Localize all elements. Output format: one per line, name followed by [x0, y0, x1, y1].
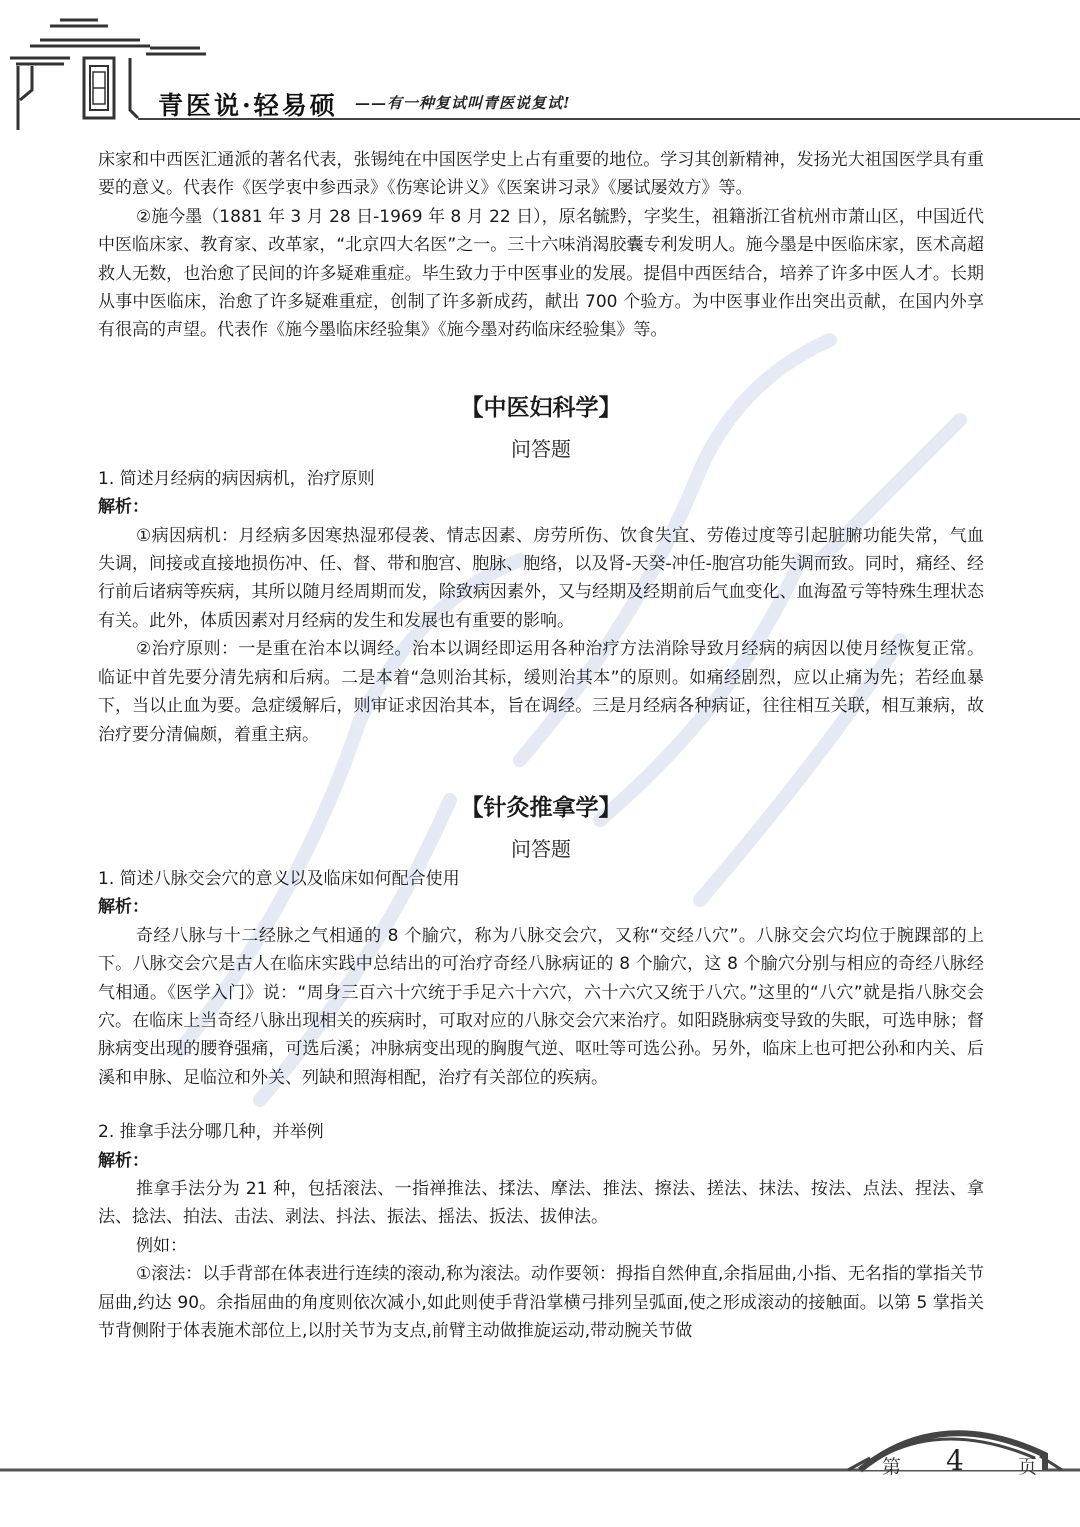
analysis-label: 解析： [98, 897, 149, 918]
page-header [0, 0, 1080, 140]
question-text: 1. 简述月经病的病因病机，治疗原则 [98, 468, 375, 489]
bridge-decoration-icon [0, 1400, 1080, 1527]
header-title: 青医说·轻易硕 [158, 91, 338, 120]
answer-paragraph: ①滚法：以手背部在体表进行连续的滚动,称为滚法。动作要领：拇指自然伸直,余指屈曲,小指、无名指的掌指关节屈曲,约达 90。余指屈曲的角度则依次减小,如此则使手背沿掌横弓排列呈弧面,使之形成滚动的接触面。以第 5 掌指关节背侧附于体表施术部位上,以肘关节为支点,前臂主动做推旋运动,带动腕关节做 [98, 1264, 984, 1341]
section-title-gynecology: 【中医妇科学】 [460, 394, 622, 421]
answer-paragraph: 推拿手法分为 21 种，包括滚法、一指禅推法、揉法、摩法、推法、擦法、搓法、抹法、按法、点法、捏法、拿法、捻法、拍法、击法、剥法、抖法、振法、摇法、扳法、拔伸法。 [98, 1178, 984, 1228]
question-type-label: 问答题 [511, 836, 571, 861]
intro-paragraph: 床家和中西医汇通派的著名代表，张锡纯在中国医学史上占有重要的地位。学习其创新精神，发扬光大祖国医学具有重要的意义。代表作《医学衷中参西录》《伤寒论讲义》《医案讲习录》《屡试屡效方》等。 [98, 150, 984, 199]
document-body [98, 146, 984, 1345]
analysis-label: 解析： [98, 497, 149, 518]
question-text: 2. 推拿手法分哪几种，并举例 [98, 1122, 324, 1143]
header-divider [138, 118, 1080, 120]
page-number: 4 [946, 1444, 964, 1477]
answer-paragraph: 奇经八脉与十二经脉之气相通的 8 个腧穴，称为八脉交会穴，又称“交经八穴”。八脉交会穴均位于腕踝部的上下。八脉交会穴是古人在临床实践中总结出的可治疗奇经八脉病证的 8 个腧穴，这 8 个腧穴分别与相应的奇经八脉经气相通。《医学入门》说：“周身三百六十穴统于手足六十六穴，六十六穴又统于八穴。”这里的“八穴”就是指八脉交会穴。在临床上当奇经八脉出现相关的疾病时，可取对应的八脉交会穴来治疗。如阳跷脉病变导致的失眠，可选申脉；督脉病变出现的腰脊强痛，可选后溪；冲脉病变出现的胸腹气逆、呕吐等可选公孙。另外，临床上也可把公孙和内关、后溪和申脉、足临泣和外关、列缺和照海相配，治疗有关部位的疾病。 [98, 925, 984, 1088]
answer-paragraph: ①病因病机：月经病多因寒热湿邪侵袭、情志因素、房劳所伤、饮食失宜、劳倦过度等引起脏腑功能失常，气血失调，间接或直接地损伤冲、任、督、带和胞宫、胞脉、胞络，以及肾-天癸-冲任-胞宫功能失调而致。同时，痛经、经行前后诸病等疾病，其所以随月经周期而发，除致病因素外，又与经期及经期前后气血变化、血海盈亏等特殊生理状态有关。此外，体质因素对月经病的发生和发展也有重要的影响。 [98, 525, 984, 631]
page-number-suffix: 页 [1018, 1456, 1038, 1478]
page-number-prefix: 第 [882, 1456, 902, 1478]
header-slogan: ——有一种复试叫青医说复试! [355, 94, 571, 112]
answer-paragraph: 例如： [136, 1235, 187, 1256]
answer-paragraph: ②治疗原则：一是重在治本以调经。治本以调经即运用各种治疗方法消除导致月经病的病因以使月经恢复正常。临证中首先要分清先病和后病。二是本着“急则治其标，缓则治其本”的原则。如痛经剧烈，应以止痛为先；若经血暴下，当以止血为要。急症缓解后，则审证求因治其本，旨在调经。三是月经病各种病证，往往相互关联，相互兼病，故治疗要分清偏颇，着重主病。 [98, 639, 984, 745]
intro-paragraph: ②施今墨（1881 年 3 月 28 日-1969 年 8 月 22 日），原名毓黔，字奖生，祖籍浙江省杭州市萧山区，中国近代中医临床家、教育家、改革家，“北京四大名医”之一。三十六味消渴胶囊专利发明人。施今墨是中医临床家，医术高超救人无数，也治愈了民间的许多疑难重症。毕生致力于中医事业的发展。提倡中西医结合，培养了许多中医人才。长期从事中医临床，治愈了许多疑难重症，创制了许多新成药，献出 700 个验方。为中医事业作出突出贡献，在国内外享有很高的声望。代表作《施今墨临床经验集》《施今墨对药临床经验集》等。 [98, 206, 984, 341]
analysis-label: 解析： [98, 1150, 149, 1171]
question-type-label: 问答题 [511, 436, 571, 461]
page-footer [0, 1400, 1080, 1527]
section-title-acupuncture: 【针灸推拿学】 [460, 794, 622, 821]
question-text: 1. 简述八脉交会穴的意义以及临床如何配合使用 [98, 868, 460, 889]
